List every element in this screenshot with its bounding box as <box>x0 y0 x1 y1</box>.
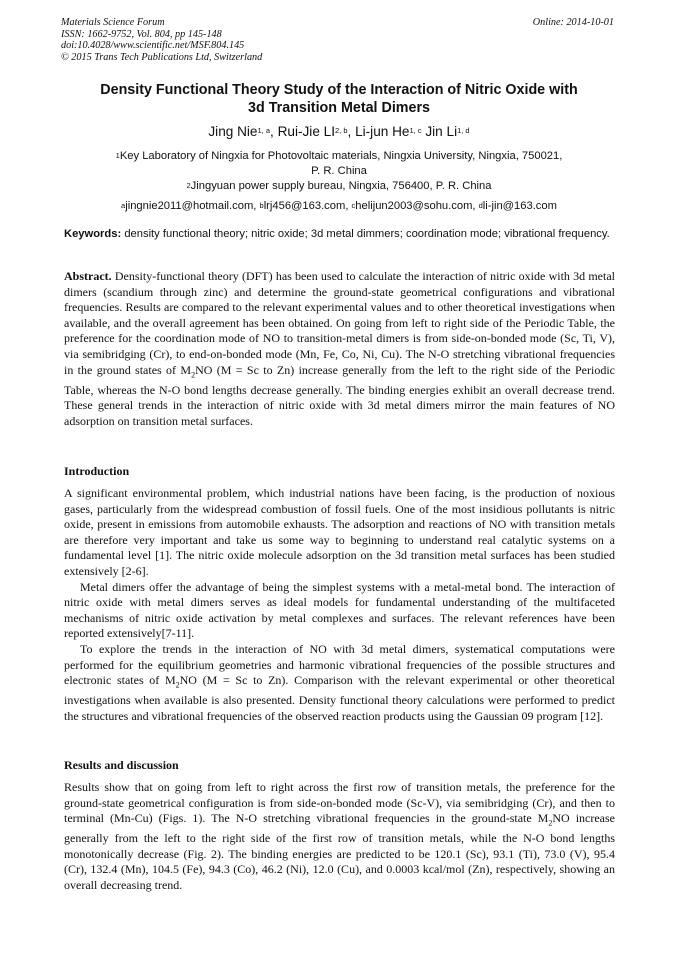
affiliations <box>40 149 638 194</box>
email-mark: a <box>121 201 126 210</box>
author-name: Jing Nie <box>208 124 258 139</box>
affiliation-text: Jingyuan power supply bureau, Ningxia, 756400, P. R. China <box>190 180 492 192</box>
author-name: Jin Li <box>425 124 458 139</box>
subscript: 2 <box>548 818 553 828</box>
keywords-text: density functional theory; nitric oxide; 3d metal dimmers; coordination mode; vibrational frequency. <box>124 228 610 240</box>
paper-title <box>40 81 638 117</box>
journal-name: Materials Science Forum <box>61 17 165 28</box>
results-body <box>64 780 615 894</box>
abstract-label: Abstract. <box>64 269 112 283</box>
affiliation-2 <box>40 179 638 194</box>
paragraph: A significant environmental problem, which industrial nations have been facing, is the production of noxious gases, particularly from the widespread combustion of fossil fuels. One of the most insidious pollutants is nitric oxide, present in emissions from automobile exhausts. The adsorption and reactions of NO with transition metals are therefore very important and take us some way to beginning to understand real catalytic systems on a fundamental level [1]. The nitric oxide molecule adsorption on the 3d transition metal surfaces has been studied extensively [2-6]. <box>64 486 615 578</box>
email-mark: b <box>259 201 264 210</box>
email-link[interactable]: helijun2003@sohu.com, <box>355 200 476 212</box>
author-list: Jing Nie$^{1, a}$, Rui-Jie LI$^{2, b}$, Li-jun He$^{1, c}$ Jin Li$^{1, d}$ <box>208 124 470 139</box>
email-mark: c <box>351 201 356 210</box>
keywords <box>64 227 615 242</box>
online-date: Online: 2014-10-01 <box>532 17 614 28</box>
paragraph <box>64 780 615 894</box>
introduction-body <box>64 486 615 724</box>
author-affiliation-mark: 1, a <box>257 126 271 135</box>
affiliation-1 <box>40 149 638 164</box>
author-affiliation-mark: 1, d <box>457 126 470 135</box>
affiliation-number: 1 <box>115 151 120 160</box>
affiliation-number: 2 <box>186 181 191 190</box>
author-affiliation-mark: 1, c <box>409 126 422 135</box>
paragraph-text: To explore the trends in the interaction of NO with 3d metal dimers, systematical computations were performed for the equilibrium geometries and harmonic vibrational frequencies of the possible structures and electronic states of M <box>64 641 615 688</box>
email-link[interactable]: lrj456@163.com, <box>263 200 349 212</box>
author-name: Rui-Jie LI <box>277 124 335 139</box>
journal-doi[interactable]: doi:10.4028/www.scientific.net/MSF.804.145 <box>61 40 245 52</box>
subscript: 2 <box>191 369 196 379</box>
keywords-label: Keywords: <box>64 228 122 240</box>
email-mark: d <box>478 201 483 210</box>
author-affiliation-mark: 2, b <box>335 126 348 135</box>
abstract-text: Density-functional theory (DFT) has been used to calculate the interaction of nitric oxide with 3d metal dimers (scandium through zinc) and determine the ground-state geometrical configurations and vibrational frequencies. Results are compared to the relevant experimental values and to other theoretical investigations when available, and the overall agreement has been obtained. On going from left to right side of the Periodic Table, the preference for the coordination mode of NO to transition-metal dimers is from side-on-bonded mode (Sc, Ti, V), via semibridging (Cr), to end-on-bonded mode (Mn, Fe, Co, Ni, Cu). The N-O stretching vibrational frequencies in the ground states of M <box>64 269 615 377</box>
author-name: Li-jun He <box>355 124 410 139</box>
paragraph: Metal dimers offer the advantage of being the simplest systems with a metal-metal bond. The interaction of nitric oxide with metal dimers serves as ideal models for fundamental understanding of the multifaceted mechanisms of nitric oxide activation by metal complexes and surfaces. The relevant references have been reported extensively[7-11]. <box>64 579 615 641</box>
affiliation-text: Key Laboratory of Ningxia for Photovoltaic materials, Ningxia University, Ningxia, 750021, <box>119 150 563 162</box>
journal-issn: ISSN: 1662-9752, Vol. 804, pp 145-148 <box>61 28 222 40</box>
abstract-text-continued: NO (M = Sc to Zn) increase generally from the left to the right side of the Periodic Table, whereas the N-O bond lengths decrease generally. The binding energies exhibit an overall decrease trend. These general trends in the interaction of nitric oxide with 3d metal dimers mirror the main features of NO adsorption on transition metal surfaces. <box>64 362 616 428</box>
email-link[interactable]: li-jin@163.com <box>482 200 557 212</box>
paragraph <box>64 642 615 724</box>
section-heading-introduction: Introduction <box>64 464 130 478</box>
abstract <box>64 269 615 429</box>
journal-header <box>61 17 262 63</box>
affiliation-1-continued: P. R. China <box>311 165 367 177</box>
paper-title-line-2: 3d Transition Metal Dimers <box>248 100 430 116</box>
email-link[interactable]: jingnie2011@hotmail.com, <box>125 200 257 212</box>
section-heading-results: Results and discussion <box>64 758 179 772</box>
paragraph-text: Results show that on going from left to right across the first row of transition metals, the preference for the ground-state geometrical configuration is from side-on-bonded mode (Sc-V), via semibridging (Cr), and then to terminal (Mn-Cu) (Figs. 1). The N-O stretching vibrational frequencies in the ground-state M <box>64 780 615 826</box>
paragraph-text-continued: NO (M = Sc to Zn). Comparison with the relevant experimental or other theoretical investigations when available is also presented. Density functional theory calculations were performed to predict the structures and vibrational frequencies of the observed reaction products using the Gaussian 09 program [12]. <box>64 673 615 723</box>
author-emails <box>40 199 638 214</box>
journal-copyright: © 2015 Trans Tech Publications Ltd, Switzerland <box>61 51 263 63</box>
paper-title-line-1: Density Functional Theory Study of the Interaction of Nitric Oxide with <box>100 82 578 98</box>
subscript: 2 <box>175 680 180 690</box>
paragraph-text-continued: NO increase generally from the left to the right side of the first row of transition metals, while the N-O bond lengths monotonically decrease (Fig. 2). The binding energies are predicted to be 120.1 (Sc), 93.1 (Ti), 73.0 (V), 95.4 (Cr), 132.4 (Mn), 104.5 (Fe), 94.3 (Co), 46.2 (Ni), 12.0 (Cu), and 0.0003 kcal/mol (Zn), respectively, showing an overall decreasing trend. <box>64 811 615 892</box>
